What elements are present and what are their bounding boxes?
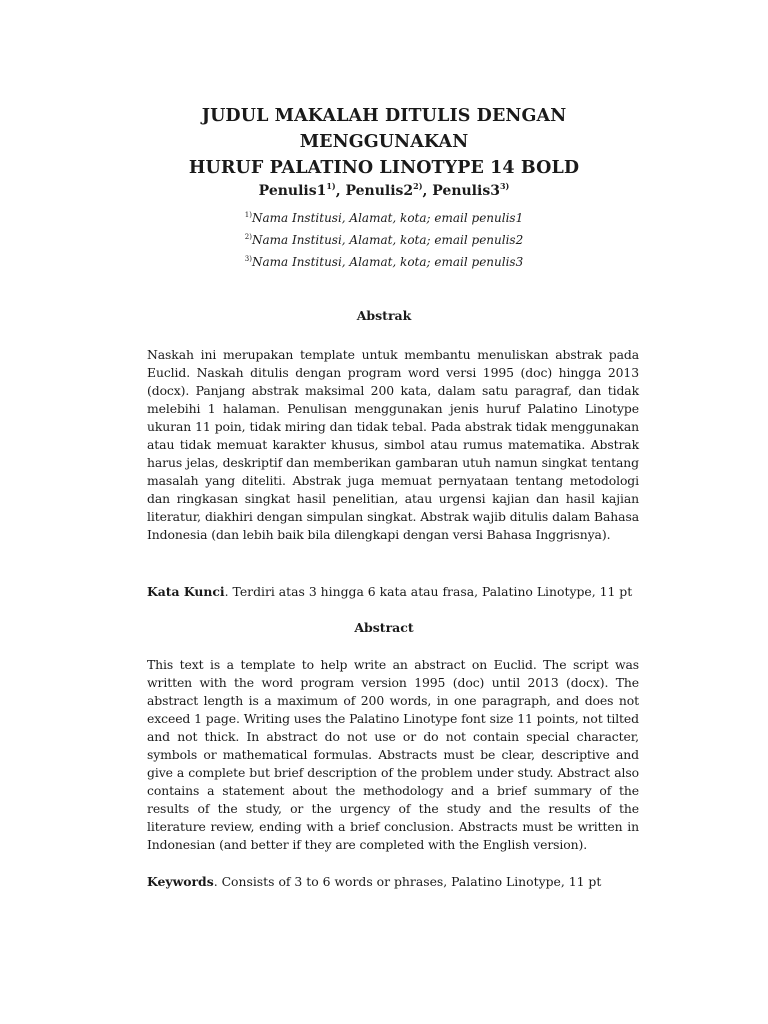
keywords-line (147, 873, 639, 891)
affiliation-mark: 2) (244, 233, 252, 241)
author-list (120, 181, 648, 201)
paper-title (120, 103, 648, 181)
affiliation-mark: 1) (244, 211, 252, 219)
keywords-label: Keywords (147, 874, 214, 889)
affiliation-text: Nama Institusi, Alamat, kota; email penulis2 (251, 233, 524, 247)
affiliation-line (120, 251, 648, 273)
affiliation-text: Nama Institusi, Alamat, kota; email penulis1 (251, 211, 524, 225)
author-affiliation-mark: 1) (326, 181, 336, 191)
author-affiliation-mark: 2) (413, 181, 423, 191)
author-name: Penulis1 (258, 183, 327, 199)
author-separator: , (335, 183, 346, 199)
abstrak-body: Naskah ini merupakan template untuk membantu menuliskan abstrak pada Euclid. Naskah ditulis dengan program word versi 1995 (doc) hingga 2013 (docx). Panjang abstrak maksimal 200 kata, dalam satu paragraf, dan tidak melebihi 1 halaman. Penulisan menggunakan jenis huruf Palatino Linotype ukuran 11 poin, tidak miring dan tidak tebal. Pada abstrak tidak menggunakan atau tidak memuat karakter khusus, simbol atau rumus matematika. Abstrak harus jelas, deskriptif dan memberikan gambaran utuh namun singkat tentang masalah yang diteliti. Abstrak juga memuat pernyataan tentang metodologi dan ringkasan singkat hasil penelitian, atau urgensi kajian dan hasil kajian literatur, diakhiri dengan simpulan singkat. Abstrak wajib ditulis dalam Bahasa Indonesia (dan lebih baik bila dilengkapi dengan versi Bahasa Inggrisnya). (147, 347, 639, 542)
author-separator: , (422, 183, 433, 199)
author-affiliation-mark: 3) (499, 181, 510, 191)
kata-kunci-line (147, 583, 639, 601)
abstract-body: This text is a template to help write an abstract on Euclid. The script was written with the word program version 1995 (doc) until 2013 (docx). The abstract length is a maximum of 200 words, in one paragraph, and does not exceed 1 page. Writing uses the Palatino Linotype font size 11 points, not tilted and not thick. In abstract do not use or do not contain special character, symbols or mathematical formulas. Abstracts must be clear, descriptive and give a complete but brief description of the problem under study. Abstract also contains a statement about the methodology and a brief summary of the results of the study, or the urgency of the study and the results of the literature review, ending with a brief conclusion. Abstracts must be written in Indonesian (and better if they are completed with the English version). (147, 657, 639, 852)
affiliation-mark: 3) (244, 255, 252, 263)
keywords-text: . Consists of 3 to 6 words or phrases, Palatino Linotype, 11 pt (213, 874, 602, 889)
abstract-heading: Abstract (354, 620, 414, 635)
abstrak-heading: Abstrak (356, 308, 412, 323)
author-name: Penulis2 (345, 183, 414, 199)
affiliation-line (120, 207, 648, 229)
affiliation-list (120, 207, 648, 273)
kata-kunci-label: Kata Kunci (147, 584, 225, 599)
affiliation-line (120, 229, 648, 251)
paper-title-line-2: HURUF PALATINO LINOTYPE 14 BOLD (188, 158, 580, 178)
paper-title-line-1: JUDUL MAKALAH DITULIS DENGAN MENGGUNAKAN (201, 106, 567, 152)
author-name: Penulis3 (432, 183, 500, 199)
kata-kunci-text: . Terdiri atas 3 hingga 6 kata atau frasa, Palatino Linotype, 11 pt (224, 584, 633, 599)
affiliation-text: Nama Institusi, Alamat, kota; email penulis3 (251, 255, 524, 269)
